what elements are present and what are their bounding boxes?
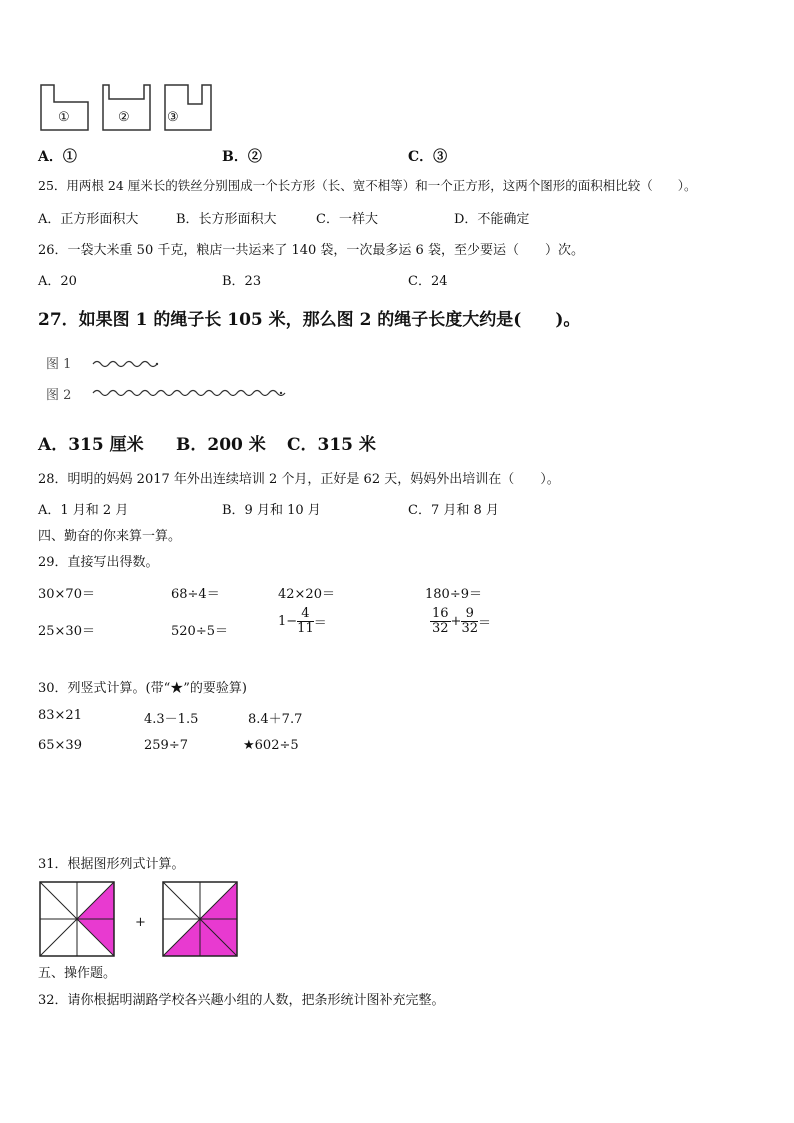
q24-option-c[interactable]: C．③ — [408, 149, 448, 165]
section-4-heading: 四、勤奋的你来算一算。 — [38, 529, 182, 544]
q27-option-a[interactable]: A．315 厘米 — [38, 435, 144, 455]
shape-3-label: ③ — [167, 110, 179, 125]
q26-option-a[interactable]: A．20 — [38, 274, 77, 289]
q25-option-d[interactable]: D．不能确定 — [454, 212, 530, 227]
rope-1 — [93, 362, 157, 367]
q31-plus-sign: + — [135, 915, 146, 930]
q29-item-1: 30×70＝ — [38, 587, 95, 602]
q24-option-a[interactable]: A．① — [38, 149, 77, 165]
q30-instruction: 30．列竖式计算。(带“★”的要验算) — [38, 681, 247, 696]
q30-item-2: 4.3－1.5 — [144, 712, 199, 727]
q26-option-b[interactable]: B．23 — [222, 274, 262, 289]
rope-figures — [90, 356, 290, 396]
fraction-16-32 — [430, 607, 451, 636]
q29-item-2: 68÷4＝ — [171, 587, 220, 602]
q28-question: 28．明明的妈妈 2017 年外出连续培训 2 个月，正好是 62 天，妈妈外出培训在（ ）。 — [38, 472, 560, 487]
q29-item-8-fraction-expr — [430, 607, 491, 636]
q30-item-6: ★602÷5 — [243, 738, 299, 753]
q30-item-3: 8.4＋7.7 — [248, 712, 303, 727]
fraction-square-2 — [162, 881, 240, 957]
frac2a-numerator: 16 — [432, 606, 449, 621]
q27-question: 27．如果图 1 的绳子长 105 米，那么图 2 的绳子长度大约是( )。 — [38, 310, 581, 330]
fraction-4-11 — [297, 607, 314, 636]
frac1-denominator: 11 — [297, 621, 314, 636]
q32-question: 32．请你根据明湖路学校各兴趣小组的人数，把条形统计图补充完整。 — [38, 993, 445, 1008]
q29-instruction: 29．直接写出得数。 — [38, 555, 159, 570]
frac2b-numerator: 9 — [461, 607, 478, 622]
frac2-equals: ＝ — [478, 616, 492, 631]
frac1-numerator: 4 — [297, 607, 314, 622]
q24-option-b[interactable]: B．② — [222, 149, 262, 165]
fraction-square-1 — [39, 881, 117, 957]
shape-1-label: ① — [58, 110, 70, 125]
fig2-label: 图 2 — [46, 388, 72, 403]
q29-item-5: 25×30＝ — [38, 624, 95, 639]
fig1-label: 图 1 — [46, 357, 72, 372]
q30-item-4: 65×39 — [38, 738, 82, 753]
q27-option-b[interactable]: B．200 米 — [176, 435, 266, 455]
q24-shapes-figure — [38, 82, 218, 134]
q29-item-7-fraction-expr — [278, 607, 327, 636]
q25-question: 25．用两根 24 厘米长的铁丝分别围成一个长方形（长、宽不相等）和一个正方形，这两个图形的面积相比较（ ）。 — [38, 178, 697, 193]
q25-option-c[interactable]: C．一样大 — [316, 212, 378, 227]
q31-instruction: 31．根据图形列式计算。 — [38, 857, 185, 872]
section-5-heading: 五、操作题。 — [38, 966, 117, 981]
rope-2 — [93, 391, 285, 396]
q28-option-b[interactable]: B．9 月和 10 月 — [222, 503, 321, 518]
q26-option-c[interactable]: C．24 — [408, 274, 448, 289]
q28-option-c[interactable]: C．7 月和 8 月 — [408, 503, 499, 518]
q25-option-a[interactable]: A．正方形面积大 — [38, 212, 139, 227]
q29-item-6: 520÷5＝ — [171, 624, 228, 639]
plus-sign: + — [450, 614, 462, 629]
q30-item-1: 83×21 — [38, 708, 82, 723]
shape-2-label: ② — [118, 110, 130, 125]
frac2a-denominator: 32 — [432, 621, 449, 636]
frac2b-denominator: 32 — [461, 621, 478, 636]
q27-option-c[interactable]: C．315 米 — [287, 435, 376, 455]
q29-item-4: 180÷9＝ — [425, 587, 482, 602]
q25-option-b[interactable]: B．长方形面积大 — [176, 212, 277, 227]
frac1-equals: ＝ — [313, 616, 327, 631]
q30-item-5: 259÷7 — [144, 738, 188, 753]
frac1-prefix: 1− — [278, 614, 298, 629]
q29-item-3: 42×20＝ — [278, 587, 335, 602]
q26-question: 26．一袋大米重 50 千克，粮店一共运来了 140 袋，一次最多运 6 袋，至少要运（ ）次。 — [38, 243, 584, 258]
fraction-9-32 — [461, 607, 478, 636]
q28-option-a[interactable]: A．1 月和 2 月 — [38, 503, 129, 518]
